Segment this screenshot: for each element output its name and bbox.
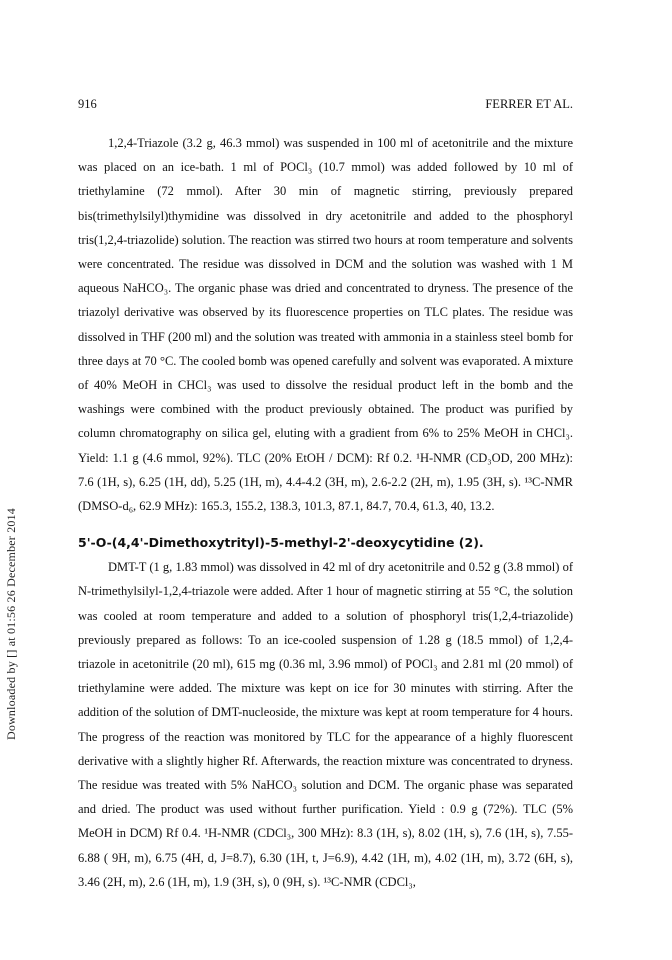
section-heading: 5'-O-(4,4'-Dimethoxytrityl)-5-methyl-2'-deoxycytidine (2).	[78, 535, 484, 551]
paragraph-procedure-1: 1,2,4-Triazole (3.2 g, 46.3 mmol) was suspended in 100 ml of acetonitrile and the mixture was placed on an ice-bath. 1 ml of POCl₃ (10.7 mmol) was added followed by 10 ml of triethylamine (72 mmol). After 30 min of magnetic stirring, previously prepared bis(trimethylsilyl)thymidine was dissolved in dry acetonitrile and added to the phosphoryl tris(1,2,4-triazolide) solution. The reaction was stirred two hours at room temperature and solvents were concentrated. The residue was dissolved in DCM and the solution was washed with 1 M aqueous NaHCO₃. The organic phase was dried and concentrated to dryness. The presence of the triazolyl derivative was observed by its fluorescence properties on TLC plates. The residue was dissolved in THF (200 ml) and the solution was treated with ammonia in a stainless steel bomb for three days at 70 °C. The cooled bomb was opened carefully and solvent was evaporated. A mixture of 40% MeOH in CHCl₃ was used to dissolve the residual product left in the bomb and the washings were combined with the product previously obtained. The product was purified by column chromatography on silica gel, eluting with a gradient from 6% to 25% MeOH in CHCl₃. Yield: 1.1 g (4.6 mmol, 92%). TLC (20% EtOH / DCM): Rf 0.2. ¹H-NMR (CD₃OD, 200 MHz): 7.6 (1H, s), 6.25 (1H, dd), 5.25 (1H, m), 4.4-4.2 (3H, m), 2.6-2.2 (2H, m), 1.95 (3H, s). ¹³C-NMR (DMSO-d₆, 62.9 MHz): 165.3, 155.2, 138.3, 101.3, 87.1, 84.7, 70.4, 61.3, 40, 13.2.	[78, 136, 573, 514]
page-header	[78, 97, 573, 115]
page-number: 916	[78, 97, 97, 111]
download-watermark: Downloaded by [] at 01:56 26 December 2014	[4, 507, 18, 740]
running-head: FERRER ET AL.	[485, 97, 573, 111]
main-text	[78, 131, 573, 894]
paragraph-procedure-2: DMT-T (1 g, 1.83 mmol) was dissolved in 42 ml of dry acetonitrile and 0.52 g (3.8 mmol) of N-trimethylsilyl-1,2,4-triazole were added. After 1 hour of magnetic stirring at 55 °C, the solution was cooled at room temperature and added to a solution of phosphoryl tris(1,2,4-triazolide) previously prepared as follows: To an ice-cooled suspension of 1.28 g (18.5 mmol) of 1,2,4-triazole in acetonitrile (20 ml), 615 mg (0.36 ml, 3.96 mmol) of POCl₃ and 2.81 ml (20 mmol) of triethylamine were added. The mixture was kept on ice for 30 minutes with stirring. After the addition of the solution of DMT-nucleoside, the mixture was kept at room temperature for 4 hours. The progress of the reaction was monitored by TLC for the appearance of a highly fluorescent derivative with a slightly higher Rf. Afterwards, the reaction mixture was concentrated to dryness. The residue was treated with 5% NaHCO₃ solution and DCM. The organic phase was separated and dried. The product was used without further purification. Yield : 0.9 g (72%). TLC (5% MeOH in DCM) Rf 0.4. ¹H-NMR (CDCl₃, 300 MHz): 8.3 (1H, s), 8.02 (1H, s), 7.6 (1H, s), 7.55-6.88 ( 9H, m), 6.75 (4H, d, J=8.7), 6.30 (1H, t, J=6.9), 4.42 (1H, m), 4.02 (1H, m), 3.72 (6H, s), 3.46 (2H, m), 2.6 (1H, m), 1.9 (3H, s), 0 (9H, s). ¹³C-NMR (CDCl₃,	[78, 560, 573, 889]
